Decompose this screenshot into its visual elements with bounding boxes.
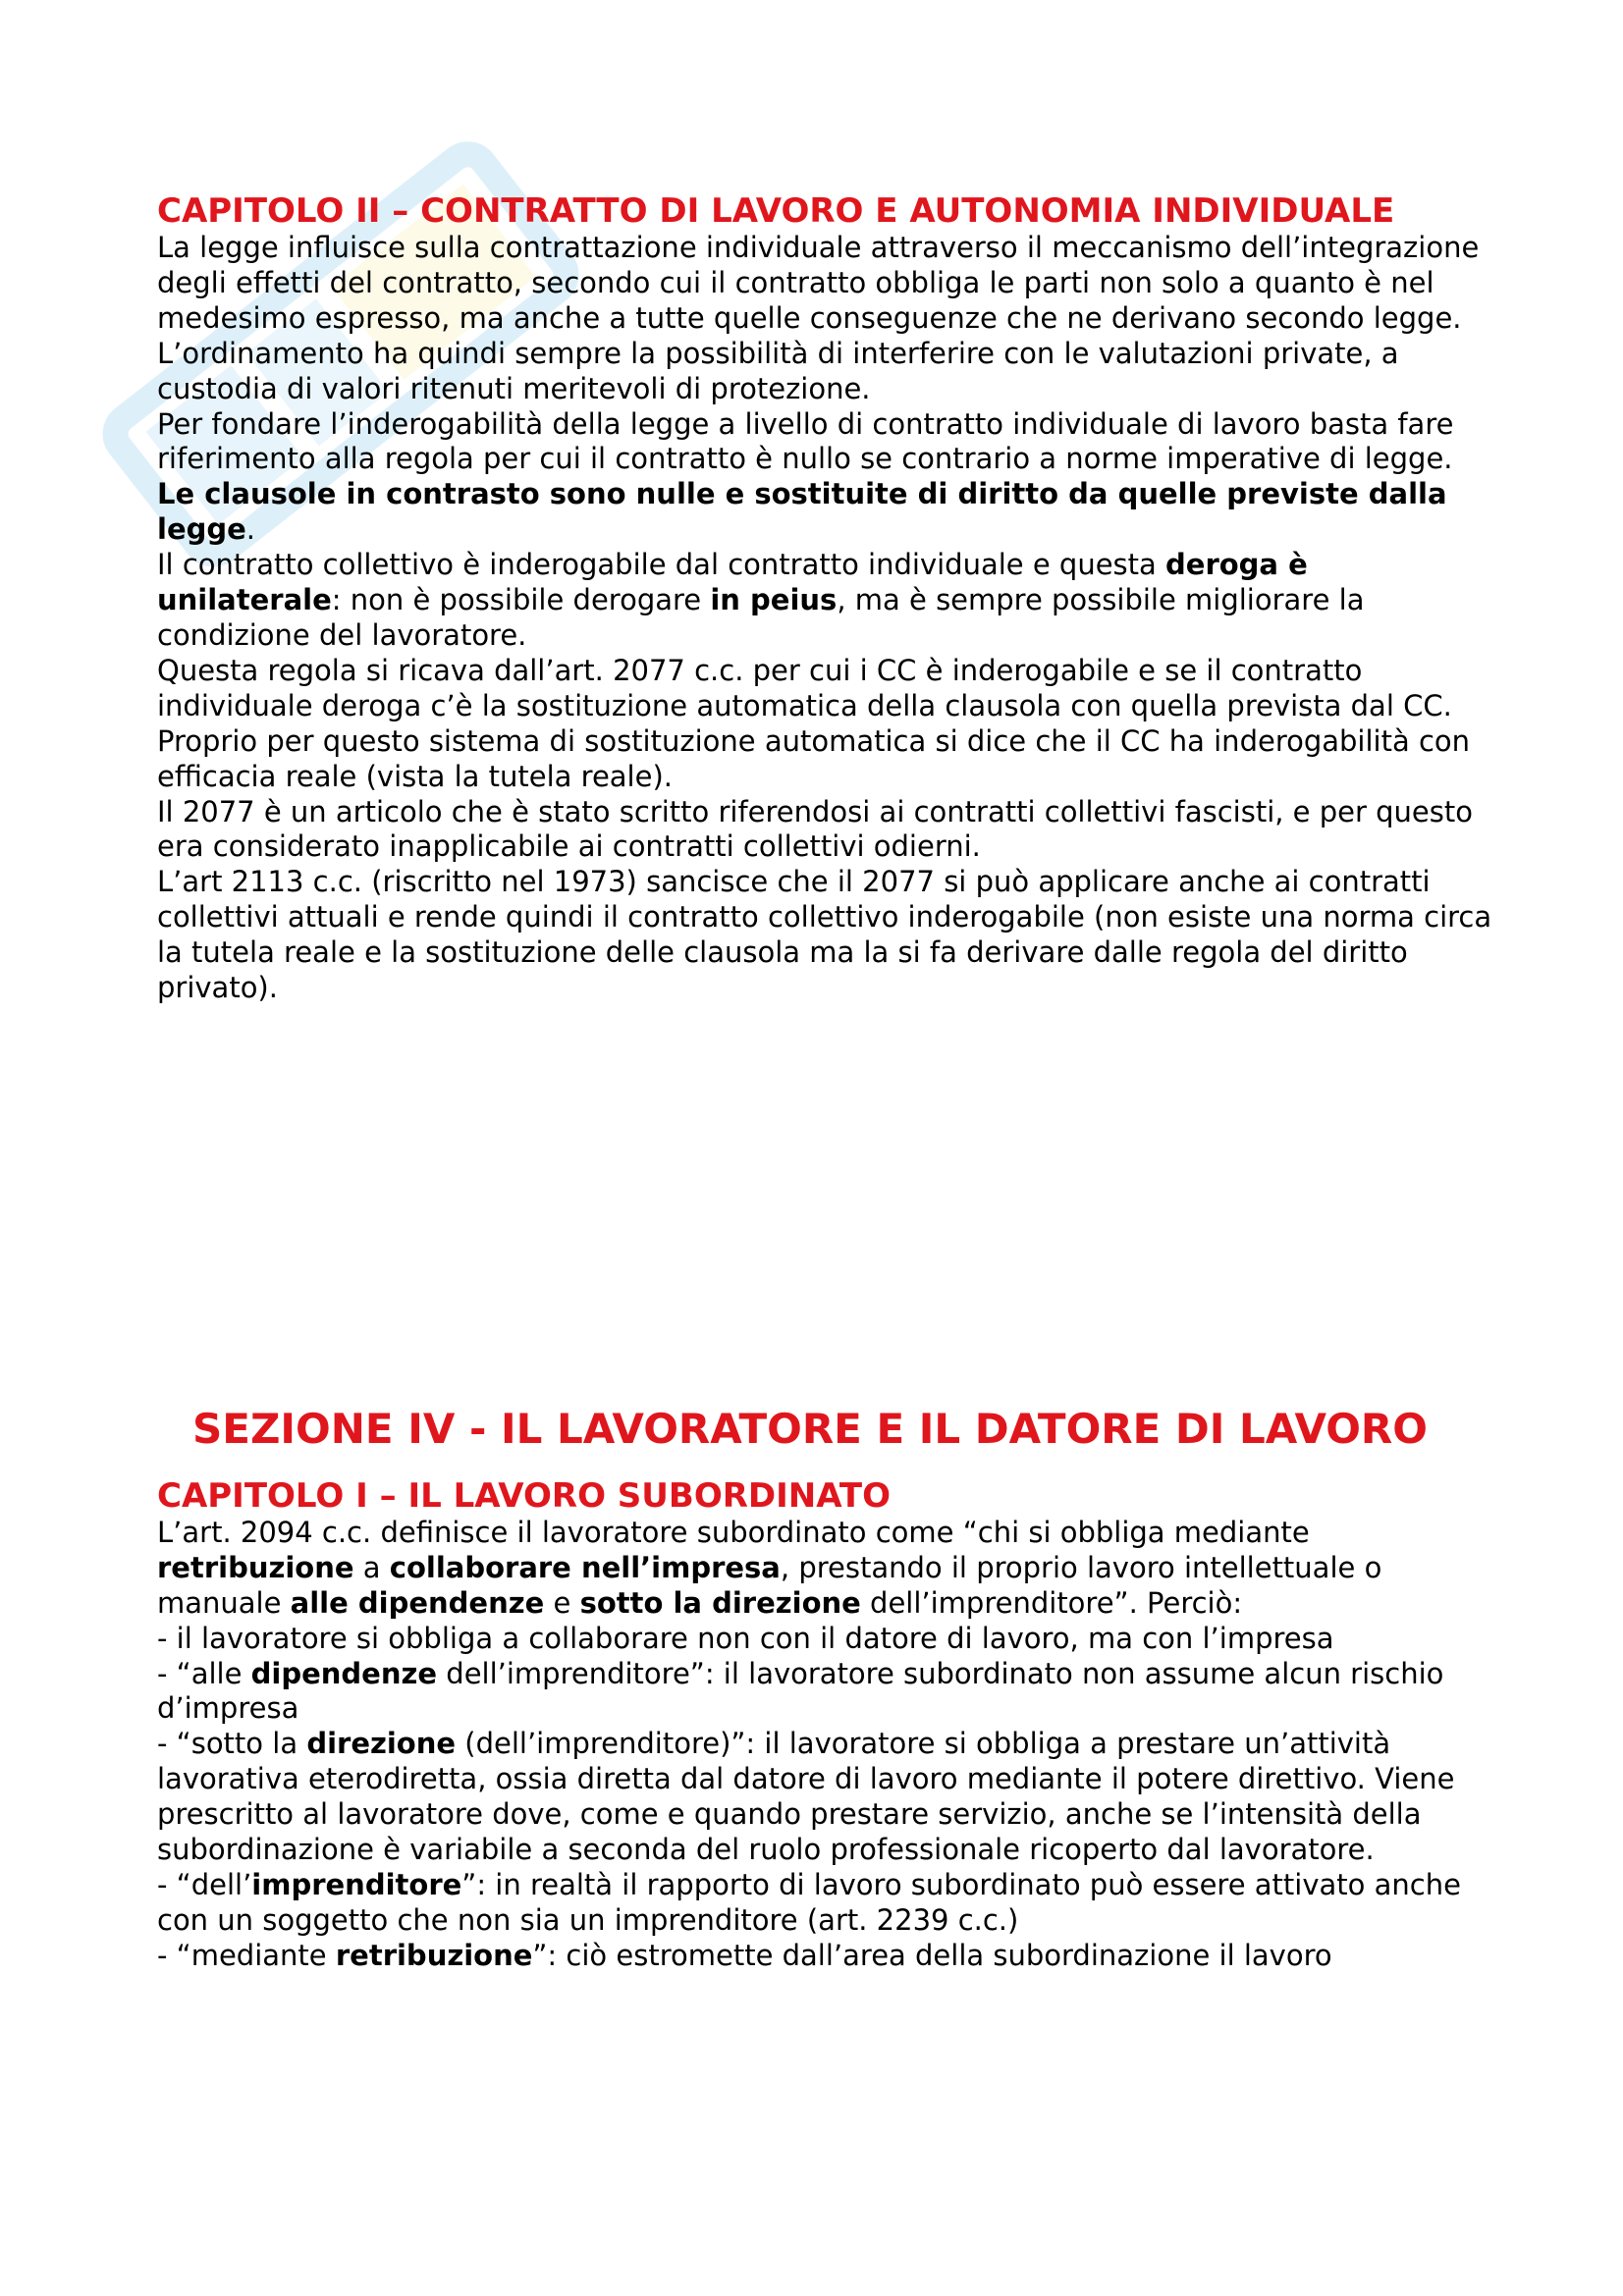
paragraph: Il contratto collettivo è inderogabile dal contratto individuale e questa deroga è unilaterale: non è possibile derogare in peius, ma è sempre possibile migliorare la condizione del lavoratore. xyxy=(157,548,1365,652)
paragraph: Questa regola si ricava dall’art. 2077 c.c. per cui i CC è inderogabile e se il contratto individuale deroga c’è la sostituzione automatica della clausola con quella prevista dal CC. Proprio per questo sistema di sostituzione automatica si dice che il CC ha inderogabilità con efficacia reale (vista la tutela reale). xyxy=(157,653,1471,793)
list-item: - “dell’imprenditore”: in realtà il rapporto di lavoro subordinato può essere attivato anche con un soggetto che non sia un imprenditore (art. 2239 c.c.) xyxy=(157,1868,1461,1937)
paragraph: L’ordinamento ha quindi sempre la possibilità di interferire con le valutazioni private, a custodia di valori ritenuti meritevoli di protezione. xyxy=(157,336,1399,405)
document-body xyxy=(157,191,1492,1974)
paragraph: L’art 2113 c.c. (riscritto nel 1973) sancisce che il 2077 si può applicare anche ai contratti collettivi attuali e rende quindi il contratto collettivo inderogabile (non esiste una norma circa la tutela reale e la sostituzione delle clausola ma la si fa derivare dalle regola del diritto privato). xyxy=(157,865,1492,1005)
list-item: - “mediante retribuzione”: ciò estromette dall’area della subordinazione il lavoro xyxy=(157,1938,1332,1972)
section-4-title: SEZIONE IV - IL LAVORATORE E IL DATORE DI LAVORO xyxy=(192,1404,1428,1453)
paragraph: La legge influisce sulla contrattazione individuale attraverso il meccanismo dell’integrazione degli effetti del contratto, secondo cui il contratto obbliga le parti non solo a quanto è nel medesimo espresso, ma anche a tutte quelle conseguenze che ne derivano secondo legge. xyxy=(157,231,1480,335)
list-item: - “sotto la direzione (dell’imprenditore)”: il lavoratore si obbliga a prestare un’attività lavorativa eterodiretta, ossia diretta dal datore di lavoro mediante il potere direttivo. Viene prescritto al lavoratore dove, come e quando prestare servizio, anche se l’intensità della subordinazione è variabile a seconda del ruolo professionale ricoperto dal lavoratore. xyxy=(157,1727,1455,1867)
paragraph: Il 2077 è un articolo che è stato scritto riferendosi ai contratti collettivi fascisti, e per questo era considerato inapplicabile ai contratti collettivi odierni. xyxy=(157,794,1473,864)
chapter-2-title: CAPITOLO II – CONTRATTO DI LAVORO E AUTONOMIA INDIVIDUALE xyxy=(157,191,1395,231)
paragraph: Per fondare l’inderogabilità della legge a livello di contratto individuale di lavoro basta fare riferimento alla regola per cui il contratto è nullo se contrario a norme imperative di legge. Le clausole in contrasto sono nulle e sostituite di diritto da quelle previste dalla legge. xyxy=(157,406,1454,547)
chapter-1-title: CAPITOLO I – IL LAVORO SUBORDINATO xyxy=(157,1475,892,1516)
list-item: - “alle dipendenze dell’imprenditore”: il lavoratore subordinato non assume alcun rischio d’impresa xyxy=(157,1656,1444,1726)
list-item: - il lavoratore si obbliga a collaborare non con il datore di lavoro, ma con l’impresa xyxy=(157,1621,1334,1655)
paragraph: L’art. 2094 c.c. definisce il lavoratore subordinato come “chi si obbliga mediante retribuzione a collaborare nell’impresa, prestando il proprio lavoro intellettuale o manuale alle dipendenze e sotto la direzione dell’imprenditore”. Perciò: xyxy=(157,1515,1382,1620)
